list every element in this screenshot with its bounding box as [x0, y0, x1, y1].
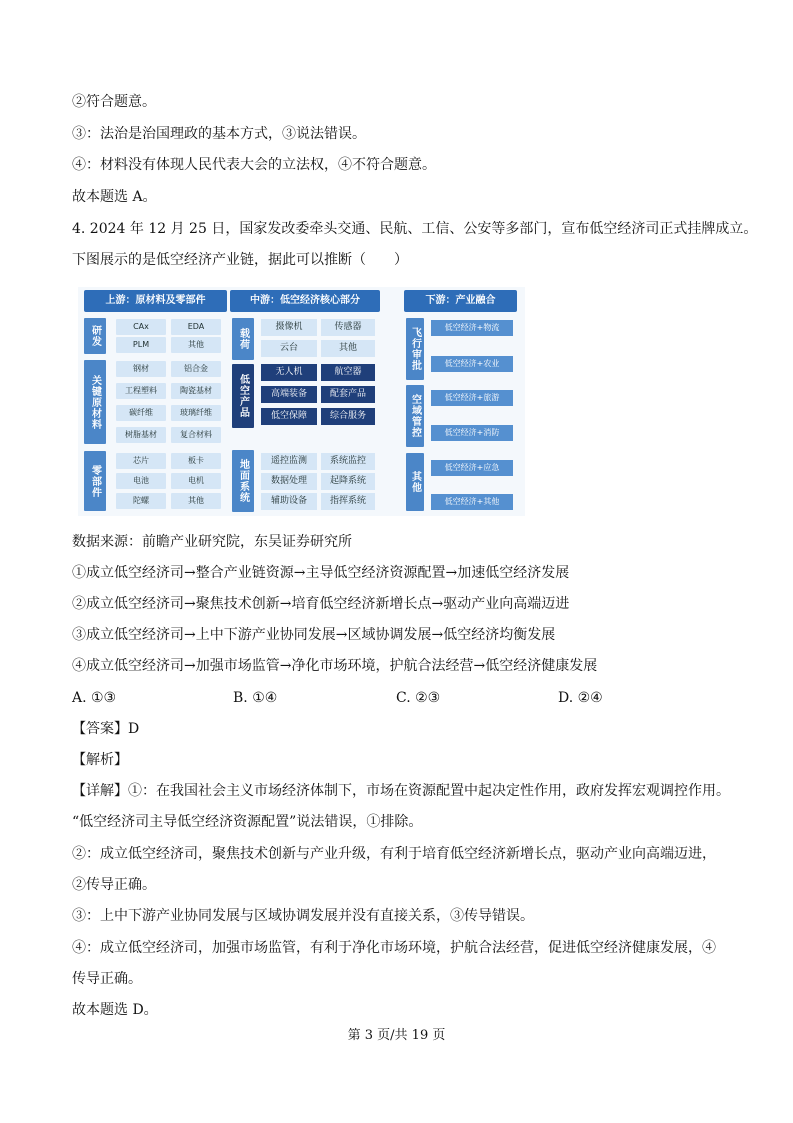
chain-cell: 其他 — [171, 493, 221, 509]
chain-cell: 摄像机 — [261, 319, 317, 336]
option-d: D. ②④ — [558, 690, 603, 706]
chain-cell: 数据处理 — [261, 473, 317, 490]
chain-cell: EDA — [171, 319, 221, 335]
group-label: 关键原材料 — [84, 360, 106, 444]
chain-cell: 陶瓷基材 — [171, 383, 221, 399]
choice-item: ③成立低空经济司→上中下游产业协同发展→区域协调发展→低空经济均衡发展 — [72, 627, 556, 643]
explanation-line: ②传导正确。 — [72, 877, 156, 893]
question-stem: 下图展示的是低空经济产业链，据此可以推断（ ） — [72, 252, 408, 268]
chain-cell: 碳纤维 — [116, 405, 166, 421]
text-line: 故本题选 A。 — [72, 189, 157, 205]
explanation-line: 传导正确。 — [72, 971, 142, 987]
chain-cell: CAx — [116, 319, 166, 335]
chain-cell: 配套产品 — [321, 386, 375, 403]
chain-cell: PLM — [116, 337, 166, 353]
chain-cell: 工程塑料 — [116, 383, 166, 399]
group-label: 载荷 — [232, 318, 254, 360]
chain-cell: 航空器 — [321, 364, 375, 381]
option-c: C. ②③ — [396, 690, 441, 706]
chain-cell: 指挥系统 — [321, 493, 375, 510]
question-stem: 4. 2024 年 12 月 25 日，国家发改委牵头交通、民航、工信、公安等多部门，宣布低空经济司正式挂牌成立。 — [72, 221, 758, 237]
chain-cell: 系统监控 — [321, 453, 375, 470]
text-line: ④：材料没有体现人民代表大会的立法权，④不符合题意。 — [72, 157, 436, 173]
chain-cell: 电池 — [116, 473, 166, 489]
midstream-header: 中游：低空经济核心部分 — [230, 290, 380, 312]
chain-cell: 芯片 — [116, 453, 166, 469]
industry-chain-diagram — [78, 287, 525, 516]
chain-cell: 铝合金 — [171, 361, 221, 377]
downstream-header: 下游：产业融合 — [404, 290, 517, 312]
chain-cell: 复合材料 — [171, 427, 221, 443]
explanation-line: ③：上中下游产业协同发展与区域协调发展并没有直接关系，③传导错误。 — [72, 908, 534, 924]
chain-cell: 无人机 — [261, 364, 317, 381]
choice-item: ②成立低空经济司→聚焦技术创新→培育低空经济新增长点→驱动产业向高端迈进 — [72, 596, 570, 612]
answer-line: 【答案】D — [72, 721, 140, 737]
data-source: 数据来源：前瞻产业研究院，东吴证券研究所 — [72, 534, 352, 550]
chain-cell: 辅助设备 — [261, 493, 317, 510]
chain-cell: 低空经济+物流 — [431, 320, 513, 336]
group-label: 研发 — [84, 318, 106, 354]
chain-cell: 起降系统 — [321, 473, 375, 490]
chain-cell: 陀螺 — [116, 493, 166, 509]
chain-cell: 云台 — [261, 340, 317, 357]
chain-cell: 遥控监测 — [261, 453, 317, 470]
option-b: B. ①④ — [233, 690, 278, 706]
group-label: 飞行审批 — [406, 318, 424, 380]
chain-cell: 低空经济+其他 — [431, 494, 513, 510]
chain-cell: 低空经济+消防 — [431, 425, 513, 441]
group-label: 低空产品 — [232, 364, 254, 428]
chain-cell: 低空经济+应急 — [431, 460, 513, 476]
chain-cell: 低空保障 — [261, 408, 317, 425]
explanation-line: 【详解】①：在我国社会主义市场经济体制下，市场在资源配置中起决定性作用，政府发挥宏观调控作用。 — [72, 783, 730, 799]
choice-item: ①成立低空经济司→整合产业链资源→主导低空经济资源配置→加速低空经济发展 — [72, 565, 570, 581]
explanation-line: 故本题选 D。 — [72, 1002, 158, 1018]
text-line: ③：法治是治国理政的基本方式，③说法错误。 — [72, 126, 366, 142]
chain-cell: 其他 — [321, 340, 375, 357]
explanation-line: ④：成立低空经济司，加强市场监管，有利于净化市场环境，护航合法经营，促进低空经济健康发展，④ — [72, 940, 716, 956]
chain-cell: 电机 — [171, 473, 221, 489]
chain-cell: 板卡 — [171, 453, 221, 469]
chain-cell: 传感器 — [321, 319, 375, 336]
chain-cell: 高端装备 — [261, 386, 317, 403]
chain-cell: 低空经济+农业 — [431, 356, 513, 372]
text-line: ②符合题意。 — [72, 94, 156, 110]
group-label: 空域管控 — [406, 385, 424, 447]
group-label: 零部件 — [84, 451, 106, 511]
chain-cell: 低空经济+旅游 — [431, 390, 513, 406]
upstream-header: 上游：原材料及零部件 — [84, 290, 227, 312]
chain-cell: 玻璃纤维 — [171, 405, 221, 421]
chain-cell: 其他 — [171, 337, 221, 353]
group-label: 地面系统 — [232, 450, 254, 512]
group-label: 其他 — [406, 453, 424, 511]
analysis-heading: 【解析】 — [72, 752, 128, 768]
option-a: A. ①③ — [72, 690, 117, 706]
choice-item: ④成立低空经济司→加强市场监管→净化市场环境，护航合法经营→低空经济健康发展 — [72, 658, 598, 674]
chain-cell: 综合服务 — [321, 408, 375, 425]
page-footer: 第 3 页/共 19 页 — [347, 1028, 446, 1043]
explanation-line: ②：成立低空经济司，聚焦技术创新与产业升级，有利于培育低空经济新增长点，驱动产业向高端迈进， — [72, 846, 716, 862]
chain-cell: 钢材 — [116, 361, 166, 377]
explanation-line: “低空经济司主导低空经济资源配置”说法错误，①排除。 — [72, 814, 423, 830]
chain-cell: 树脂基材 — [116, 427, 166, 443]
